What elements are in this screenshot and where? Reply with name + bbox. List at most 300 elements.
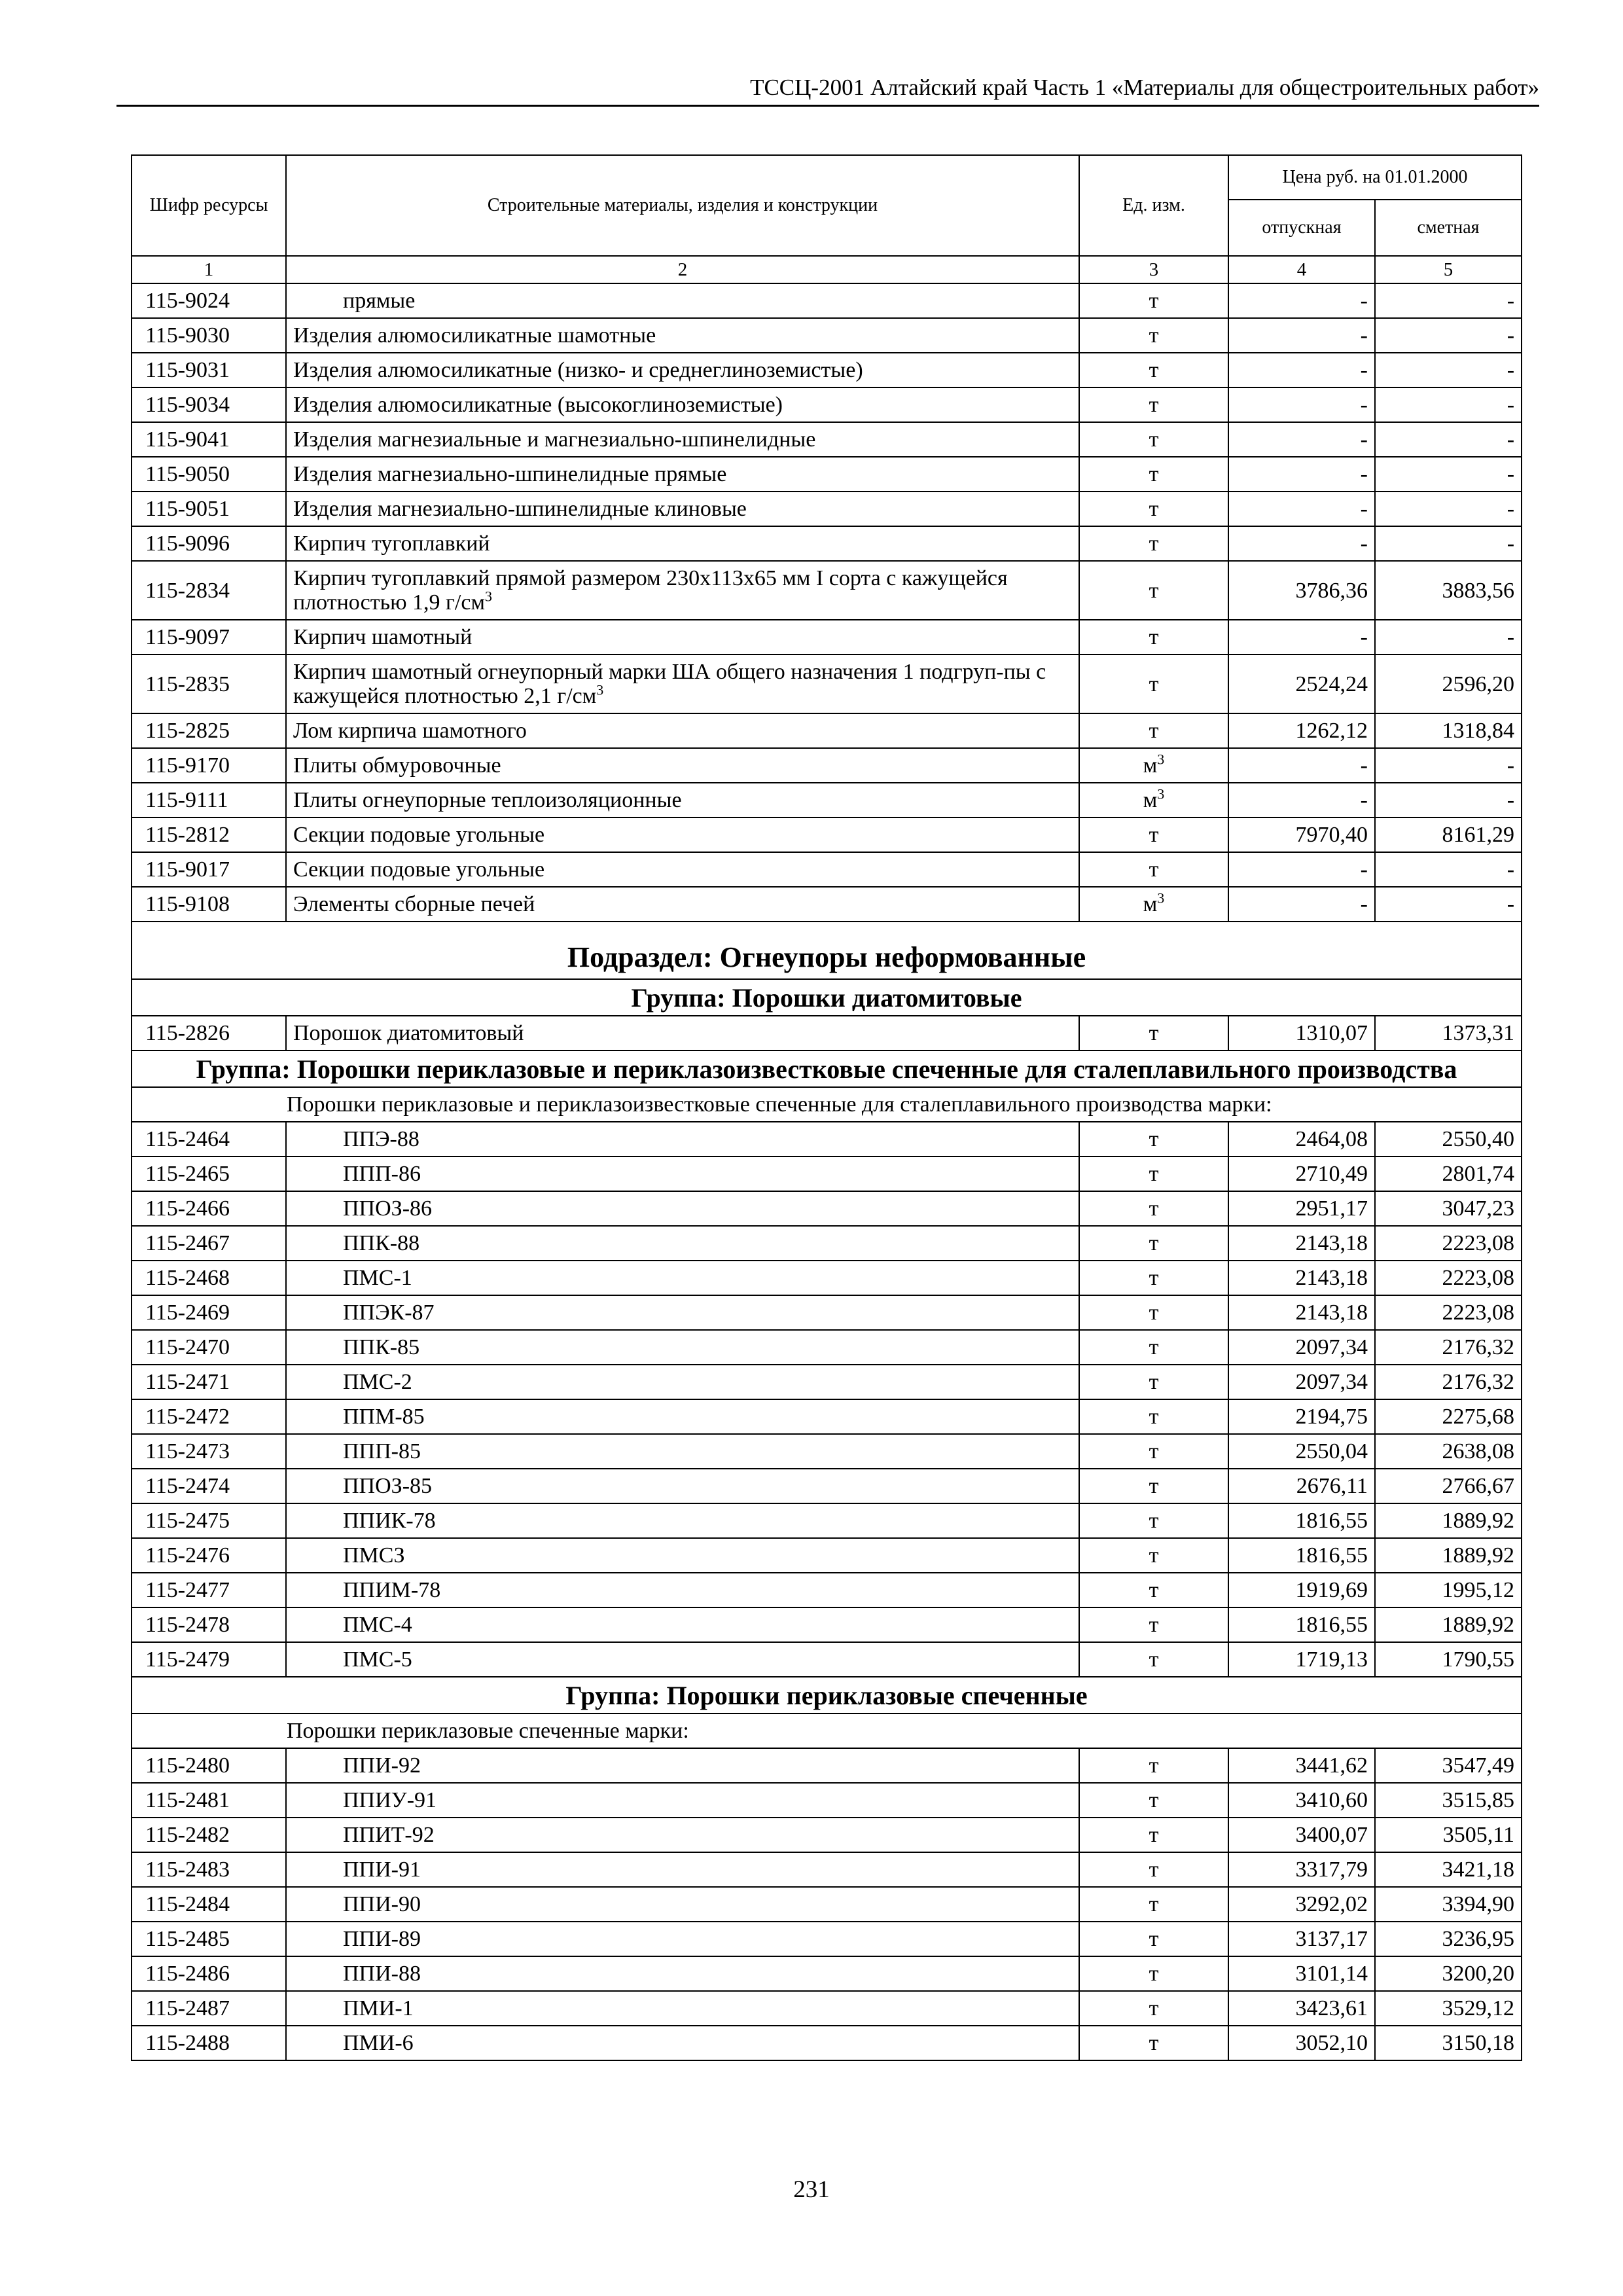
cell-price-estimate-text: - bbox=[1507, 857, 1515, 882]
cell-name bbox=[286, 1852, 1079, 1887]
cell-name-text: Изделия алюмосиликатные шамотные bbox=[293, 323, 656, 348]
cell-name-text: Элементы сборные печей bbox=[293, 892, 535, 916]
cell-price-release bbox=[1228, 1469, 1375, 1503]
cell-code-text: 115-9050 bbox=[145, 462, 230, 486]
cell-price-estimate bbox=[1375, 2026, 1522, 2060]
cell-code bbox=[132, 713, 286, 748]
cell-name-text: ППИУ-91 bbox=[343, 1788, 437, 1812]
cell-unit bbox=[1079, 1991, 1228, 2026]
cell-name-text: Изделия магнезиальные и магнезиально-шпинелидные bbox=[293, 427, 816, 452]
cell-code-text: 115-2474 bbox=[145, 1474, 230, 1498]
cell-name bbox=[286, 1016, 1079, 1050]
cell-name-text: Секции подовые угольные bbox=[293, 857, 545, 882]
cell-code bbox=[132, 655, 286, 713]
cell-price-estimate-text: 1373,31 bbox=[1442, 1021, 1515, 1045]
cell-name bbox=[286, 748, 1079, 783]
cell-name bbox=[286, 1956, 1079, 1991]
cell-code-text: 115-9034 bbox=[145, 393, 230, 417]
cell-name bbox=[286, 1818, 1079, 1852]
cell-code bbox=[132, 387, 286, 422]
cell-price-release bbox=[1228, 1191, 1375, 1226]
cell-price-estimate-text: - bbox=[1507, 427, 1515, 452]
cell-price-estimate-text: 2638,08 bbox=[1442, 1439, 1515, 1463]
cell-code bbox=[132, 492, 286, 526]
cell-unit-text: т bbox=[1149, 427, 1159, 452]
cell-price-estimate bbox=[1375, 1503, 1522, 1538]
cell-price-release bbox=[1228, 1642, 1375, 1677]
table-row bbox=[132, 1783, 1522, 1818]
cell-unit-text: м bbox=[1143, 788, 1158, 812]
cell-name bbox=[286, 422, 1079, 457]
cell-price-estimate-text: 1318,84 bbox=[1442, 719, 1515, 743]
cell-name-text: ПМС-1 bbox=[343, 1266, 412, 1290]
cell-code bbox=[132, 353, 286, 387]
table-row bbox=[132, 457, 1522, 492]
cell-price-release-text: 3317,79 bbox=[1295, 1857, 1368, 1882]
cell-price-estimate-text: - bbox=[1507, 497, 1515, 521]
cell-code bbox=[132, 887, 286, 922]
cell-price-release-text: - bbox=[1360, 497, 1368, 521]
cell-price-release bbox=[1228, 1956, 1375, 1991]
cell-code-text: 115-2471 bbox=[145, 1370, 230, 1394]
cell-price-estimate-text: - bbox=[1507, 753, 1515, 778]
cell-price-release-text: - bbox=[1360, 323, 1368, 348]
cell-name-text: ППИ-88 bbox=[343, 1962, 421, 1986]
cell-price-estimate bbox=[1375, 1538, 1522, 1573]
cell-name bbox=[286, 817, 1079, 852]
unit-superscript: 3 bbox=[1157, 889, 1165, 906]
cell-price-release bbox=[1228, 1226, 1375, 1261]
cell-code-text: 115-2472 bbox=[145, 1405, 230, 1429]
cell-price-release bbox=[1228, 1434, 1375, 1469]
cell-unit bbox=[1079, 1783, 1228, 1818]
cell-price-release bbox=[1228, 526, 1375, 561]
cell-name bbox=[286, 492, 1079, 526]
cell-unit-text: т bbox=[1149, 1823, 1159, 1847]
cell-unit-text: т bbox=[1149, 578, 1159, 603]
name-superscript: 3 bbox=[596, 681, 604, 698]
cell-code bbox=[132, 1016, 286, 1050]
cell-price-release bbox=[1228, 561, 1375, 620]
cell-price-estimate-text: 3394,90 bbox=[1442, 1892, 1515, 1916]
cell-unit bbox=[1079, 1642, 1228, 1677]
cell-name-text: ППП-86 bbox=[343, 1162, 421, 1186]
cell-code-text: 115-9170 bbox=[145, 753, 230, 778]
cell-code bbox=[132, 1642, 286, 1677]
subsection-title-text: Подраздел: Огнеупоры неформованные bbox=[567, 941, 1086, 973]
table-body bbox=[132, 283, 1522, 2060]
table-row bbox=[132, 887, 1522, 922]
cell-price-estimate-text: 2223,08 bbox=[1442, 1300, 1515, 1325]
group-note bbox=[132, 1713, 1522, 1748]
cell-name bbox=[286, 457, 1079, 492]
cell-code bbox=[132, 783, 286, 817]
cell-name-text: Плиты огнеупорные теплоизоляционные bbox=[293, 788, 682, 812]
cell-code bbox=[132, 2026, 286, 2060]
cell-unit bbox=[1079, 620, 1228, 655]
cell-code-text: 115-9111 bbox=[145, 788, 228, 812]
cell-code-text: 115-2473 bbox=[145, 1439, 230, 1463]
cell-price-release-text: 2143,18 bbox=[1295, 1300, 1368, 1325]
cell-price-release bbox=[1228, 2026, 1375, 2060]
cell-price-estimate-text: 1889,92 bbox=[1442, 1613, 1515, 1637]
cell-unit bbox=[1079, 1887, 1228, 1922]
cell-price-estimate bbox=[1375, 1852, 1522, 1887]
cell-price-release-text: 2951,17 bbox=[1295, 1196, 1368, 1221]
cell-unit bbox=[1079, 1748, 1228, 1783]
cell-price-release-text: 3292,02 bbox=[1295, 1892, 1368, 1916]
cell-unit-text: т bbox=[1149, 1927, 1159, 1951]
cell-price-release bbox=[1228, 1573, 1375, 1607]
cell-price-release-text: - bbox=[1360, 393, 1368, 417]
cell-unit-text: т bbox=[1149, 1370, 1159, 1394]
table-row bbox=[132, 1191, 1522, 1226]
cell-price-estimate bbox=[1375, 1399, 1522, 1434]
cell-unit-text: т bbox=[1149, 1647, 1159, 1672]
cell-price-release bbox=[1228, 1122, 1375, 1157]
cell-price-estimate-text: - bbox=[1507, 323, 1515, 348]
cell-price-release bbox=[1228, 1852, 1375, 1887]
cell-price-release bbox=[1228, 492, 1375, 526]
cell-name bbox=[286, 852, 1079, 887]
cell-code bbox=[132, 526, 286, 561]
cell-price-release-text: 2710,49 bbox=[1295, 1162, 1368, 1186]
cell-name bbox=[286, 1748, 1079, 1783]
cell-price-release bbox=[1228, 283, 1375, 318]
cell-price-estimate bbox=[1375, 1016, 1522, 1050]
cell-name bbox=[286, 783, 1079, 817]
table-row bbox=[132, 1016, 1522, 1050]
cell-name bbox=[286, 283, 1079, 318]
table-row bbox=[132, 318, 1522, 353]
cell-price-estimate-text: 3515,85 bbox=[1442, 1788, 1515, 1812]
cell-price-estimate-text: 2766,67 bbox=[1442, 1474, 1515, 1498]
cell-unit bbox=[1079, 1469, 1228, 1503]
cell-unit bbox=[1079, 526, 1228, 561]
cell-unit bbox=[1079, 1016, 1228, 1050]
cell-unit bbox=[1079, 1573, 1228, 1607]
cell-name bbox=[286, 526, 1079, 561]
group-heading bbox=[132, 1677, 1522, 1713]
cell-unit-text: т bbox=[1149, 823, 1159, 847]
table-row bbox=[132, 1157, 1522, 1191]
cell-price-estimate bbox=[1375, 1783, 1522, 1818]
cell-price-release bbox=[1228, 620, 1375, 655]
running-header: ТССЦ-2001 Алтайский край Часть 1 «Материалы для общестроительных работ» bbox=[116, 73, 1539, 107]
cell-code-text: 115-2484 bbox=[145, 1892, 230, 1916]
cell-price-release bbox=[1228, 1330, 1375, 1365]
cell-price-estimate bbox=[1375, 387, 1522, 422]
cell-price-release-text: 1719,13 bbox=[1295, 1647, 1368, 1672]
cell-price-release-text: - bbox=[1360, 753, 1368, 778]
table-row bbox=[132, 1922, 1522, 1956]
cell-price-release bbox=[1228, 1503, 1375, 1538]
table-header bbox=[132, 155, 1522, 283]
cell-unit bbox=[1079, 561, 1228, 620]
cell-code bbox=[132, 1818, 286, 1852]
cell-price-estimate-text: 3505,11 bbox=[1442, 1823, 1515, 1847]
cell-name bbox=[286, 887, 1079, 922]
name-superscript: 3 bbox=[484, 588, 492, 605]
cell-name bbox=[286, 1922, 1079, 1956]
cell-name-text: ППИМ-78 bbox=[343, 1578, 441, 1602]
cell-unit-text: м bbox=[1143, 892, 1158, 916]
header-price-group: Цена руб. на 01.01.2000 bbox=[1228, 155, 1522, 200]
cell-price-release-text: 2676,11 bbox=[1296, 1474, 1368, 1498]
cell-name-text: ППК-85 bbox=[343, 1335, 420, 1359]
cell-price-estimate-text: 1889,92 bbox=[1442, 1509, 1515, 1533]
cell-name bbox=[286, 1783, 1079, 1818]
cell-price-estimate-text: 3150,18 bbox=[1442, 2031, 1515, 2055]
cell-price-estimate-text: - bbox=[1507, 358, 1515, 382]
cell-name-text: ППЭК-87 bbox=[343, 1300, 435, 1325]
cell-price-estimate bbox=[1375, 492, 1522, 526]
cell-name-text: Кирпич тугоплавкий прямой размером 230х113х65 мм I сорта с кажущейся плотностью 1,9 г/см bbox=[293, 566, 1008, 615]
cell-price-estimate-text: 2176,32 bbox=[1442, 1370, 1515, 1394]
cell-price-estimate-text: 3529,12 bbox=[1442, 1996, 1515, 2020]
cell-price-estimate bbox=[1375, 1434, 1522, 1469]
cell-code-text: 115-2480 bbox=[145, 1753, 230, 1778]
cell-code-text: 115-9096 bbox=[145, 531, 230, 556]
cell-unit-text: т bbox=[1149, 358, 1159, 382]
cell-price-release-text: - bbox=[1360, 531, 1368, 556]
cell-price-release-text: 3400,07 bbox=[1295, 1823, 1368, 1847]
cell-code-text: 115-2825 bbox=[145, 719, 230, 743]
cell-price-release bbox=[1228, 1295, 1375, 1330]
table-row bbox=[132, 1818, 1522, 1852]
cell-price-release-text: 2143,18 bbox=[1295, 1231, 1368, 1255]
cell-price-estimate-text: 3421,18 bbox=[1442, 1857, 1515, 1882]
cell-code-text: 115-2482 bbox=[145, 1823, 230, 1847]
cell-name bbox=[286, 1365, 1079, 1399]
cell-code-text: 115-2812 bbox=[145, 823, 230, 847]
table-row bbox=[132, 1956, 1522, 1991]
header-code: Шифр ресурсы bbox=[132, 155, 286, 256]
cell-unit-text: т bbox=[1149, 323, 1159, 348]
cell-price-release-text: 3423,61 bbox=[1295, 1996, 1368, 2020]
cell-price-release bbox=[1228, 1818, 1375, 1852]
cell-code-text: 115-2826 bbox=[145, 1021, 230, 1045]
cell-code-text: 115-9041 bbox=[145, 427, 230, 452]
group-note-text: Порошки периклазовые и периклазоизвестковые спеченные для сталеплавильного производства марки: bbox=[287, 1092, 1272, 1117]
cell-price-release bbox=[1228, 1016, 1375, 1050]
cell-name bbox=[286, 713, 1079, 748]
cell-price-release bbox=[1228, 1783, 1375, 1818]
cell-price-estimate-text: 2596,20 bbox=[1442, 672, 1515, 696]
cell-code bbox=[132, 1607, 286, 1642]
cell-code-text: 115-2488 bbox=[145, 2031, 230, 2055]
cell-code bbox=[132, 1261, 286, 1295]
cell-code-text: 115-9051 bbox=[145, 497, 230, 521]
group-note bbox=[132, 1087, 1522, 1122]
cell-unit bbox=[1079, 1607, 1228, 1642]
cell-code bbox=[132, 318, 286, 353]
cell-unit-text: т bbox=[1149, 2031, 1159, 2055]
cell-name-text: Лом кирпича шамотного bbox=[293, 719, 527, 743]
table-row bbox=[132, 561, 1522, 620]
cell-price-estimate-text: 2275,68 bbox=[1442, 1405, 1515, 1429]
cell-price-release-text: 3101,14 bbox=[1295, 1962, 1368, 1986]
group-heading bbox=[132, 979, 1522, 1016]
table-row bbox=[132, 387, 1522, 422]
cell-name bbox=[286, 655, 1079, 713]
cell-name-text: ПМС-5 bbox=[343, 1647, 412, 1672]
cell-unit bbox=[1079, 492, 1228, 526]
cell-name bbox=[286, 1573, 1079, 1607]
cell-name bbox=[286, 2026, 1079, 2060]
column-number-4: 4 bbox=[1228, 256, 1375, 283]
cell-code-text: 115-2477 bbox=[145, 1578, 230, 1602]
header-unit: Ед. изм. bbox=[1079, 155, 1228, 256]
cell-price-release bbox=[1228, 748, 1375, 783]
cell-price-release-text: 1262,12 bbox=[1295, 719, 1368, 743]
cell-price-estimate bbox=[1375, 655, 1522, 713]
cell-name bbox=[286, 387, 1079, 422]
cell-price-estimate bbox=[1375, 713, 1522, 748]
cell-price-estimate-text: 2801,74 bbox=[1442, 1162, 1515, 1186]
cell-code bbox=[132, 1852, 286, 1887]
cell-price-release bbox=[1228, 1991, 1375, 2026]
cell-price-release bbox=[1228, 1261, 1375, 1295]
table-row bbox=[132, 492, 1522, 526]
cell-code bbox=[132, 1330, 286, 1365]
cell-code bbox=[132, 1399, 286, 1434]
cell-name-text: Кирпич шамотный bbox=[293, 625, 473, 649]
cell-code-text: 115-9017 bbox=[145, 857, 230, 882]
cell-code-text: 115-2475 bbox=[145, 1509, 230, 1533]
cell-unit bbox=[1079, 1261, 1228, 1295]
table-row bbox=[132, 1503, 1522, 1538]
group-title-text: Группа: Порошки периклазовые и периклазоизвестковые спеченные для сталеплавильного производства bbox=[196, 1054, 1457, 1084]
cell-name-text: ППИ-91 bbox=[343, 1857, 421, 1882]
unit-superscript: 3 bbox=[1157, 785, 1165, 802]
cell-code bbox=[132, 1922, 286, 1956]
cell-price-estimate-text: - bbox=[1507, 788, 1515, 812]
cell-code bbox=[132, 620, 286, 655]
cell-unit-text: т bbox=[1149, 1857, 1159, 1882]
cell-code-text: 115-2479 bbox=[145, 1647, 230, 1672]
cell-code-text: 115-9030 bbox=[145, 323, 230, 348]
cell-unit bbox=[1079, 1538, 1228, 1573]
cell-price-release-text: 1816,55 bbox=[1295, 1543, 1368, 1568]
cell-name bbox=[286, 1503, 1079, 1538]
cell-name-text: ППОЗ-85 bbox=[343, 1474, 433, 1498]
cell-name bbox=[286, 1434, 1079, 1469]
unit-superscript: 3 bbox=[1157, 751, 1165, 768]
table-row bbox=[132, 1469, 1522, 1503]
cell-name bbox=[286, 1642, 1079, 1677]
cell-name-text: ППИ-89 bbox=[343, 1927, 421, 1951]
cell-price-release bbox=[1228, 1748, 1375, 1783]
cell-price-estimate bbox=[1375, 1295, 1522, 1330]
cell-price-estimate-text: 2550,40 bbox=[1442, 1127, 1515, 1151]
cell-price-estimate bbox=[1375, 1642, 1522, 1677]
table-row bbox=[132, 1852, 1522, 1887]
group-note-row bbox=[132, 1087, 1522, 1122]
table-row bbox=[132, 1365, 1522, 1399]
cell-name bbox=[286, 1607, 1079, 1642]
cell-price-estimate-text: - bbox=[1507, 892, 1515, 916]
table-row bbox=[132, 655, 1522, 713]
cell-name bbox=[286, 1122, 1079, 1157]
group-title-text: Группа: Порошки периклазовые спеченные bbox=[565, 1681, 1088, 1710]
cell-unit-text: т bbox=[1149, 857, 1159, 882]
table-row bbox=[132, 2026, 1522, 2060]
cell-price-release-text: - bbox=[1360, 788, 1368, 812]
cell-unit-text: т bbox=[1149, 1127, 1159, 1151]
cell-unit bbox=[1079, 1399, 1228, 1434]
table-row bbox=[132, 1573, 1522, 1607]
table-row bbox=[132, 620, 1522, 655]
cell-name-text: ППИК-78 bbox=[343, 1509, 436, 1533]
cell-price-release bbox=[1228, 1157, 1375, 1191]
cell-code-text: 115-2483 bbox=[145, 1857, 230, 1882]
cell-unit-text: м bbox=[1143, 753, 1158, 778]
cell-unit-text: т bbox=[1149, 1021, 1159, 1045]
cell-name bbox=[286, 1887, 1079, 1922]
cell-price-release-text: - bbox=[1360, 857, 1368, 882]
cell-name bbox=[286, 1295, 1079, 1330]
cell-price-release bbox=[1228, 1538, 1375, 1573]
cell-unit bbox=[1079, 422, 1228, 457]
cell-price-release bbox=[1228, 1399, 1375, 1434]
cell-price-estimate-text: - bbox=[1507, 462, 1515, 486]
cell-code bbox=[132, 748, 286, 783]
cell-price-estimate-text: 3200,20 bbox=[1442, 1962, 1515, 1986]
cell-price-estimate-text: - bbox=[1507, 289, 1515, 313]
group-title bbox=[132, 979, 1522, 1016]
cell-unit bbox=[1079, 1330, 1228, 1365]
cell-price-release bbox=[1228, 1887, 1375, 1922]
cell-name-text: прямые bbox=[343, 289, 416, 313]
cell-code bbox=[132, 283, 286, 318]
cell-unit bbox=[1079, 1365, 1228, 1399]
cell-name-text: ПМС-4 bbox=[343, 1613, 412, 1637]
table-row bbox=[132, 1642, 1522, 1677]
cell-unit bbox=[1079, 1191, 1228, 1226]
cell-name-text: Изделия магнезиально-шпинелидные клиновые bbox=[293, 497, 747, 521]
cell-price-release bbox=[1228, 713, 1375, 748]
cell-name bbox=[286, 1991, 1079, 2026]
cell-name-text: ПМИ-6 bbox=[343, 2031, 414, 2055]
table-row bbox=[132, 526, 1522, 561]
cell-code bbox=[132, 1295, 286, 1330]
cell-name bbox=[286, 620, 1079, 655]
cell-price-estimate-text: 2223,08 bbox=[1442, 1231, 1515, 1255]
cell-price-estimate-text: 2223,08 bbox=[1442, 1266, 1515, 1290]
cell-price-release-text: 2143,18 bbox=[1295, 1266, 1368, 1290]
cell-price-estimate-text: 1995,12 bbox=[1442, 1578, 1515, 1602]
cell-code-text: 115-2481 bbox=[145, 1788, 230, 1812]
cell-name-text: Кирпич тугоплавкий bbox=[293, 531, 490, 556]
cell-price-release-text: 3786,36 bbox=[1295, 578, 1368, 603]
table-row bbox=[132, 1887, 1522, 1922]
table-row bbox=[132, 817, 1522, 852]
cell-unit-text: т bbox=[1149, 497, 1159, 521]
cell-unit-text: т bbox=[1149, 1196, 1159, 1221]
cell-price-estimate-text: 3236,95 bbox=[1442, 1927, 1515, 1951]
cell-price-estimate bbox=[1375, 1818, 1522, 1852]
cell-unit-text: т bbox=[1149, 1996, 1159, 2020]
cell-price-estimate-text: - bbox=[1507, 393, 1515, 417]
cell-price-estimate-text: 1889,92 bbox=[1442, 1543, 1515, 1568]
cell-name-text: ППМ-85 bbox=[343, 1405, 425, 1429]
cell-code-text: 115-9024 bbox=[145, 289, 230, 313]
cell-price-estimate bbox=[1375, 817, 1522, 852]
cell-price-estimate-text: 8161,29 bbox=[1442, 823, 1515, 847]
cell-price-estimate-text: 3047,23 bbox=[1442, 1196, 1515, 1221]
cell-name-text: ППИТ-92 bbox=[343, 1823, 435, 1847]
